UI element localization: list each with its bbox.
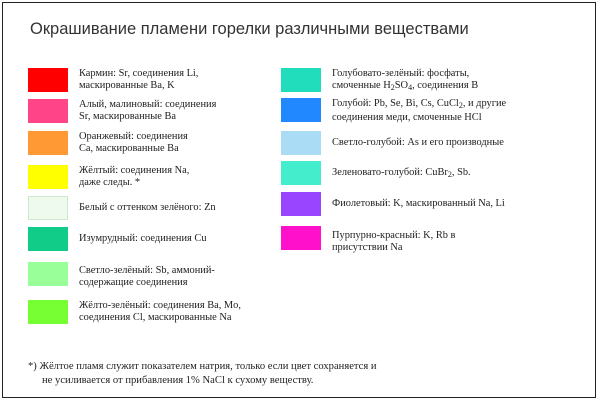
footnote: *) Жёлтое пламя служит показателем натрия, только если цвет сохраняется и не усиливается от прибавления 1% NaCl к сухому веществу. — [28, 361, 377, 386]
color-swatch — [281, 161, 321, 185]
legend-item-yellow — [28, 165, 189, 189]
color-swatch — [28, 227, 68, 251]
legend-item-purple-red — [281, 226, 455, 254]
legend-item-blue — [281, 98, 506, 124]
color-swatch — [281, 68, 321, 92]
legend-item-scarlet — [28, 99, 216, 123]
color-swatch — [28, 68, 68, 92]
legend-label: Голубой: Pb, Se, Bi, Cs, CuCl$_2$, и другие соединения меди, смоченные HCl — [332, 98, 507, 123]
legend-label: Пурпурно-красный: K, Rb в присутствии Na — [332, 230, 456, 253]
legend-label: Изумрудный: соединения Cu — [79, 233, 207, 244]
color-swatch — [28, 262, 68, 286]
legend-label: Голубовато-зелёный: фосфаты, смоченные $H_2SO_4$, соединения B — [332, 68, 479, 92]
color-swatch — [28, 165, 68, 189]
color-swatch — [281, 226, 321, 250]
legend-label: Жёлтый: соединения Na, даже следы. * — [79, 165, 190, 188]
legend-item-emerald — [28, 227, 207, 251]
legend-label: Зеленовато-голубой: CuBr$_2$, Sb. — [332, 167, 471, 179]
legend-item-greenish-blue — [281, 161, 471, 185]
page-title: Окрашивание пламени горелки различными веществами — [30, 20, 469, 38]
legend-item-orange — [28, 131, 188, 155]
legend-label: Светло-зелёный: Sb, аммоний- содержащие соединения — [79, 265, 215, 288]
color-swatch — [28, 196, 68, 220]
color-swatch — [28, 99, 68, 123]
color-swatch — [281, 98, 321, 122]
color-swatch — [281, 131, 321, 155]
legend-item-yellow-green — [28, 300, 241, 324]
legend-item-light-green — [28, 262, 215, 289]
legend-label: Жёлто-зелёный: соединения Ba, Mo, соединения Cl, маскированные Na — [79, 300, 241, 323]
color-swatch — [28, 300, 68, 324]
legend-item-light-blue — [281, 131, 504, 155]
legend-label: Оранжевый: соединения Ca, маскированные Ba — [79, 131, 188, 154]
color-swatch — [281, 192, 321, 216]
legend-label: Кармин: Sr, соединения Li, маскированные Ba, K — [79, 68, 199, 91]
legend-item-white-green — [28, 196, 216, 220]
legend-item-carmine — [28, 68, 198, 92]
legend-label: Светло-голубой: As и его производные — [332, 137, 504, 148]
legend-item-violet — [281, 192, 505, 216]
color-swatch — [28, 131, 68, 155]
legend-label: Белый с оттенком зелёного: Zn — [79, 202, 216, 213]
legend-item-bluish-green — [281, 68, 478, 94]
legend-label: Фиолетовый: K, маскированный Na, Li — [332, 198, 505, 209]
legend-label: Алый, малиновый: соединения Sr, маскированные Ba — [79, 99, 217, 122]
